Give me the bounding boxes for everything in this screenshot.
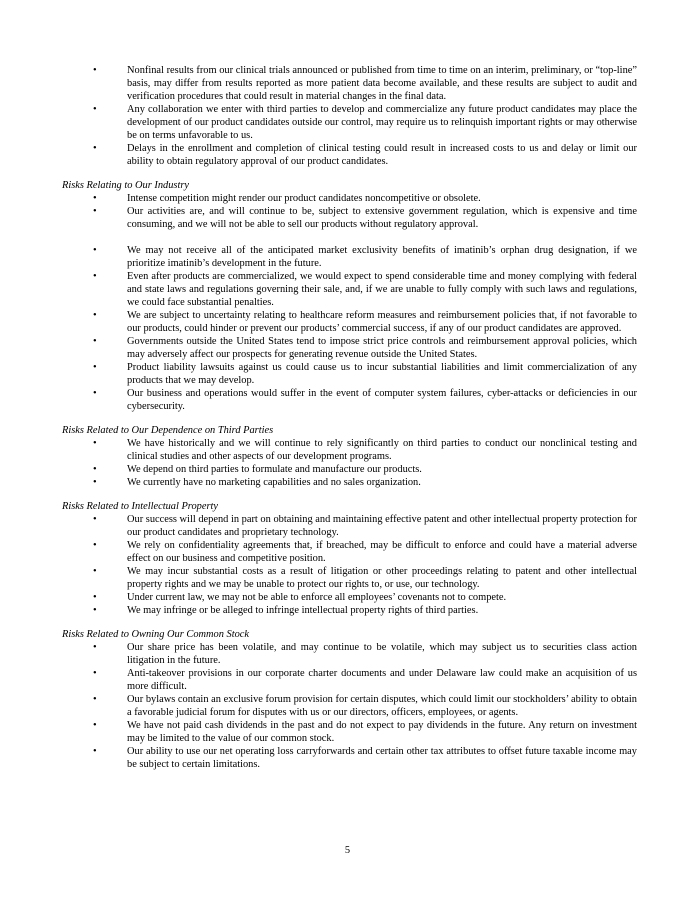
list-item: • We currently have no marketing capabilities and no sales organization. <box>93 477 421 488</box>
section-heading: Risks Related to Our Dependence on Third Parties <box>62 425 274 436</box>
bullet-icon: • <box>93 694 97 705</box>
bullet-icon: • <box>93 193 97 204</box>
bullet-list <box>62 641 637 771</box>
bullet-icon: • <box>93 388 97 399</box>
bullet-icon: • <box>93 206 97 217</box>
bullet-icon: • <box>93 514 97 525</box>
bullet-icon: • <box>93 566 97 577</box>
section-heading: Risks Relating to Our Industry <box>62 180 189 191</box>
bullet-list <box>62 437 637 489</box>
document-page <box>62 64 637 771</box>
list-item: • We may not receive all of the anticipated market exclusivity benefits of imatinib’s orphan drug designation, if we prioritize imatinib’s development in the future. <box>93 245 637 269</box>
bullet-icon: • <box>93 245 97 256</box>
list-item: • Even after products are commercialized, we would expect to spend considerable time and money complying with federal and state laws and regulations governing their sale, and, if we are unable to fully comply with such laws and regulations, we could face substantial penalties. <box>93 271 637 308</box>
section-continued-risks <box>62 64 637 168</box>
list-item: • Our bylaws contain an exclusive forum provision for certain disputes, which could limit our stockholders’ ability to obtain a favorable judicial forum for disputes with us or our directors, officers, employees, or agents. <box>93 694 637 718</box>
bullet-icon: • <box>93 477 97 488</box>
list-item: • Our share price has been volatile, and may continue to be volatile, which may subject us to securities class action litigation in the future. <box>93 642 637 666</box>
section-heading: Risks Related to Intellectual Property <box>62 501 219 512</box>
list-item: • Our business and operations would suffer in the event of computer system failures, cyber-attacks or deficiencies in our cybersecurity. <box>93 388 637 412</box>
list-item: • Delays in the enrollment and completion of clinical testing could result in increased costs to us and delay or limit our ability to obtain regulatory approval of our product candidates. <box>93 143 637 167</box>
bullet-icon: • <box>93 438 97 449</box>
list-item: • We may incur substantial costs as a result of litigation or other proceedings relating to patent and other intellectual property rights and we may be unable to protect our rights to, or use, our technology. <box>93 566 637 590</box>
bullet-list <box>62 192 637 413</box>
list-item: • We depend on third parties to formulate and manufacture our products. <box>93 464 422 475</box>
bullet-icon: • <box>93 65 97 76</box>
list-item: • We rely on confidentiality agreements that, if breached, may be difficult to enforce and could have a material adverse effect on our business and competitive position. <box>93 540 637 564</box>
bullet-icon: • <box>93 746 97 757</box>
bullet-icon: • <box>93 143 97 154</box>
bullet-icon: • <box>93 540 97 551</box>
list-item: • We have historically and we will continue to rely significantly on third parties to conduct our nonclinical testing and clinical studies and other aspects of our development programs. <box>93 438 637 462</box>
bullet-icon: • <box>93 605 97 616</box>
page-number: 5 <box>344 845 351 856</box>
list-item: • Governments outside the United States tend to impose strict price controls and reimbursement approval policies, which may adversely affect our prospects for generating revenue outside the United States. <box>93 336 637 360</box>
list-item: • Our success will depend in part on obtaining and maintaining effective patent and other intellectual property protection for our product candidates and proprietary technology. <box>93 514 637 538</box>
list-item: • Product liability lawsuits against us could cause us to incur substantial liabilities and limit commercialization of any products that we may develop. <box>93 362 637 386</box>
list-item: • Anti-takeover provisions in our corporate charter documents and under Delaware law could make an acquisition of us more difficult. <box>93 668 637 692</box>
list-item: • We are subject to uncertainty relating to healthcare reform measures and reimbursement policies that, if not favorable to our products, could hinder or prevent our products’ commercial success, if any of our product candidates are approved. <box>93 310 637 334</box>
bullet-icon: • <box>93 271 97 282</box>
section-third-parties-risks <box>62 424 637 489</box>
list-item: • Any collaboration we enter with third parties to develop and commercialize any future product candidates may place the development of our product candidates outside our control, may require us to relinquish important rights or may otherwise be on terms unfavorable to us. <box>93 104 637 141</box>
bullet-icon: • <box>93 464 97 475</box>
bullet-list <box>62 64 637 168</box>
bullet-list <box>62 513 637 617</box>
bullet-icon: • <box>93 362 97 373</box>
list-item: • Intense competition might render our product candidates noncompetitive or obsolete. <box>93 193 481 204</box>
section-intellectual-property-risks <box>62 500 637 617</box>
section-industry-risks <box>62 179 637 413</box>
bullet-icon: • <box>93 642 97 653</box>
bullet-icon: • <box>93 310 97 321</box>
section-heading: Risks Related to Owning Our Common Stock <box>62 629 250 640</box>
list-item: • We may infringe or be alleged to infringe intellectual property rights of third parties. <box>93 605 479 616</box>
bullet-icon: • <box>93 720 97 731</box>
bullet-icon: • <box>93 104 97 115</box>
list-item: • Nonfinal results from our clinical trials announced or published from time to time on an interim, preliminary, or “top-line” basis, may differ from results reported as more patient data become available, and these results are subject to audit and verification procedures that could result in material changes in the final data. <box>93 65 637 102</box>
section-common-stock-risks <box>62 628 637 771</box>
bullet-icon: • <box>93 336 97 347</box>
list-item: • Under current law, we may not be able to enforce all employees’ covenants not to compete. <box>93 592 507 603</box>
bullet-icon: • <box>93 592 97 603</box>
list-item: • Our activities are, and will continue to be, subject to extensive government regulation, which is expensive and time consuming, and we will not be able to sell our products without regulatory approval. <box>93 206 637 230</box>
list-item: • Our ability to use our net operating loss carryforwards and certain other tax attributes to offset future taxable income may be subject to certain limitations. <box>93 746 637 770</box>
bullet-icon: • <box>93 668 97 679</box>
list-item: • We have not paid cash dividends in the past and do not expect to pay dividends in the future. Any return on investment may be limited to the value of our common stock. <box>93 720 637 744</box>
